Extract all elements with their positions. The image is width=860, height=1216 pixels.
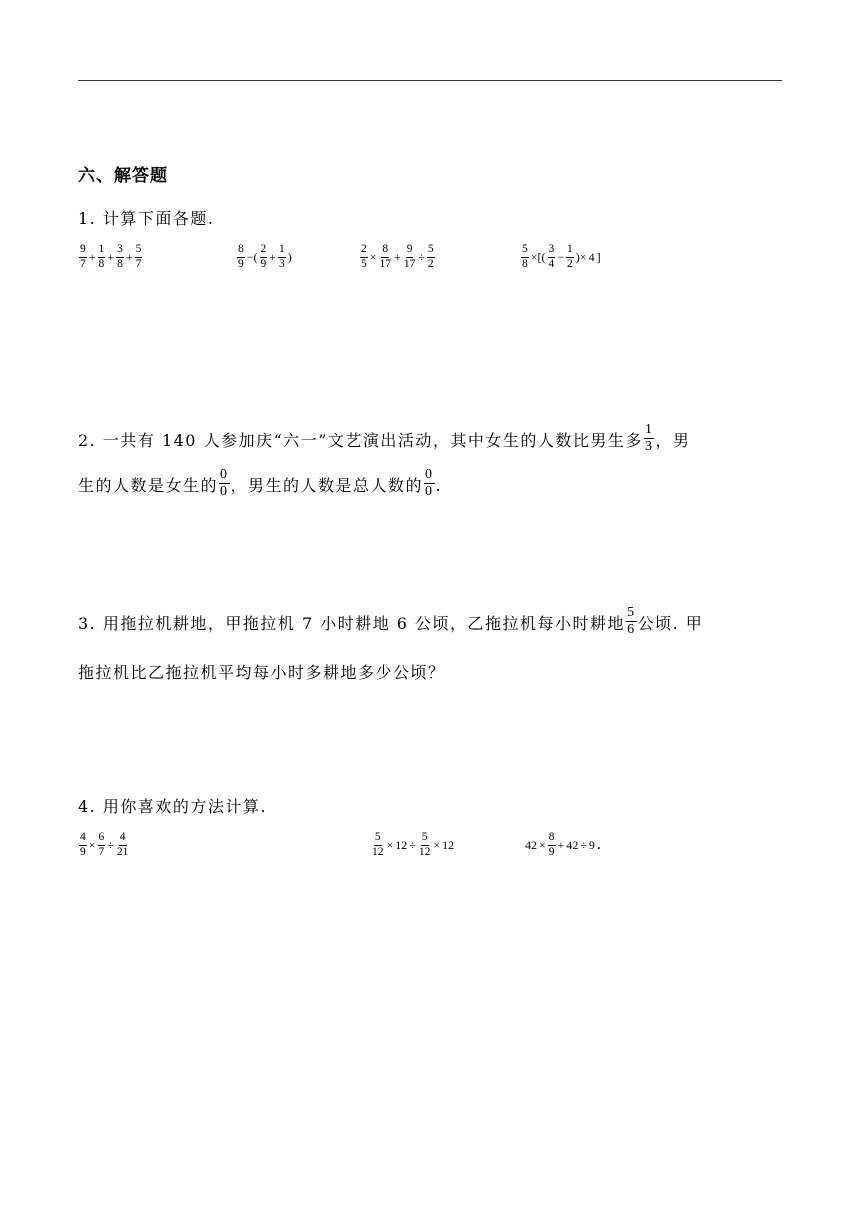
fraction-numerator: 5: [421, 832, 429, 846]
math-operator: +: [107, 249, 115, 264]
fraction: [427, 244, 435, 270]
question-3-line-1: [78, 605, 704, 640]
fraction-denominator: 7: [80, 257, 86, 270]
fraction-denominator: 5: [361, 257, 367, 270]
math-operator: −: [557, 249, 565, 264]
fraction-denominator: 0: [425, 484, 434, 499]
fraction-numerator: 5: [521, 244, 529, 258]
math-operator: ÷: [580, 837, 587, 852]
fraction-denominator: 6: [627, 622, 636, 637]
q1-expression-1: [78, 244, 143, 270]
fraction: [379, 244, 393, 270]
fraction-denominator: 7: [98, 845, 105, 858]
text-segment: ，男: [655, 431, 691, 450]
fraction-numerator: 4: [119, 832, 127, 846]
fraction: [644, 423, 655, 454]
fraction-numerator: 1: [98, 244, 106, 258]
math-operator: ÷: [409, 837, 416, 852]
fraction: [135, 244, 143, 270]
math-operator: ]: [596, 249, 601, 264]
fraction: [98, 832, 106, 858]
math-operator: +: [125, 249, 133, 264]
fraction-numerator: 0: [220, 467, 229, 482]
question-2-line-1: [78, 422, 691, 457]
text-segment: 生的人数是女生的: [78, 476, 219, 495]
fraction-numerator: 6: [98, 832, 106, 846]
fraction-numerator: 5: [135, 244, 143, 258]
math-operator: ×: [539, 837, 546, 852]
fraction: [260, 244, 268, 270]
fraction: [98, 244, 106, 270]
fraction-denominator: 4: [548, 257, 555, 270]
math-operator: 9: [588, 837, 595, 852]
fraction: [116, 244, 124, 270]
fraction-denominator: 21: [116, 845, 129, 858]
math-operator: +: [394, 249, 401, 264]
fraction-numerator: 2: [360, 244, 368, 258]
fraction-denominator: 3: [644, 439, 654, 454]
math-operator: +: [88, 249, 96, 264]
section-title: 六、解答题: [78, 166, 168, 186]
fraction-numerator: 9: [79, 244, 87, 258]
fraction-numerator: 8: [381, 244, 389, 258]
text-segment: 公顷. 甲: [637, 614, 704, 633]
text-segment: .: [435, 476, 443, 495]
q1-expression-3: [359, 244, 436, 270]
math-operator: +: [269, 249, 277, 264]
fraction-numerator: 4: [79, 832, 87, 846]
math-operator: .: [596, 836, 601, 853]
math-operator: ×: [433, 837, 441, 852]
math-operator: ×: [88, 837, 96, 852]
fraction: [548, 832, 556, 858]
fraction-denominator: 2: [427, 257, 434, 270]
fraction: [626, 606, 637, 637]
q4-expression-3: [524, 832, 602, 858]
fraction-denominator: 9: [260, 257, 267, 270]
math-operator: 42: [566, 837, 579, 852]
question-1-text: 1. 计算下面各题.: [78, 209, 215, 228]
fraction: [521, 244, 529, 270]
fraction-denominator: 12: [418, 845, 431, 858]
fraction: [548, 244, 556, 270]
fraction-denominator: 9: [80, 845, 86, 858]
fraction-numerator: 5: [374, 832, 382, 846]
fraction-numerator: 9: [406, 244, 414, 258]
fraction: [79, 832, 87, 858]
math-operator: 42: [525, 837, 537, 852]
math-operator: ×: [386, 837, 394, 852]
header-rule: [78, 80, 782, 81]
fraction: [371, 832, 385, 858]
fraction: [566, 244, 574, 270]
fraction-denominator: 12: [372, 845, 384, 858]
fraction-denominator: 3: [279, 257, 285, 270]
fraction-denominator: 0: [220, 484, 229, 499]
fraction-numerator: 2: [260, 244, 268, 258]
fraction-numerator: 1: [566, 244, 574, 258]
math-operator: +: [557, 837, 565, 852]
fraction-numerator: 1: [278, 244, 286, 258]
question-3-line-2: 拖拉机比乙拖拉机平均每小时多耕地多少公顷？: [78, 663, 446, 682]
math-operator: ): [287, 249, 292, 264]
math-operator: 12: [442, 837, 455, 852]
fraction: [116, 832, 130, 858]
math-operator: ×[(: [530, 249, 546, 264]
fraction-denominator: 8: [98, 257, 105, 270]
text-segment: 2. 一共有 140 人参加庆“六一”文艺演出活动，其中女生的人数比男生多: [78, 431, 643, 450]
math-operator: 12: [395, 837, 408, 852]
q4-expression-2: [370, 832, 455, 858]
fraction-numerator: 8: [237, 244, 245, 258]
fraction-denominator: 8: [522, 257, 528, 270]
fraction-numerator: 1: [644, 422, 654, 437]
fraction-numerator: 3: [548, 244, 556, 258]
question-2-line-2: [78, 467, 443, 502]
fraction-numerator: 5: [627, 605, 636, 620]
answer-blank-fraction: [424, 468, 435, 499]
math-operator: −(: [246, 249, 258, 264]
answer-blank-fraction: [219, 468, 230, 499]
math-operator: )×: [575, 249, 587, 264]
math-operator: ×: [369, 249, 377, 264]
fraction: [79, 244, 87, 270]
fraction-denominator: 9: [548, 845, 555, 858]
fraction-numerator: 0: [425, 467, 434, 482]
math-operator: ÷: [418, 249, 425, 264]
fraction: [418, 832, 432, 858]
fraction-denominator: 9: [238, 257, 244, 270]
q1-expression-2: [236, 244, 293, 270]
fraction-denominator: 2: [567, 257, 573, 270]
text-segment: ，男生的人数是总人数的: [230, 476, 424, 495]
question-4-text: 4. 用你喜欢的方法计算.: [78, 797, 267, 816]
fraction-numerator: 5: [427, 244, 435, 258]
fraction-denominator: 7: [135, 257, 142, 270]
fraction-numerator: 3: [116, 244, 124, 258]
fraction: [403, 244, 417, 270]
fraction: [360, 244, 368, 270]
q4-expression-1: [78, 832, 130, 858]
fraction-denominator: 8: [117, 257, 123, 270]
fraction-denominator: 17: [379, 257, 392, 270]
text-segment: 3. 用拖拉机耕地，甲拖拉机 7 小时耕地 6 公顷，乙拖拉机每小时耕地: [78, 614, 626, 633]
fraction-denominator: 17: [403, 257, 416, 270]
q1-expression-4: [520, 244, 602, 270]
math-operator: ÷: [107, 837, 114, 852]
fraction: [278, 244, 286, 270]
fraction: [237, 244, 245, 270]
math-operator: 4: [588, 249, 595, 264]
fraction-numerator: 8: [548, 832, 556, 846]
